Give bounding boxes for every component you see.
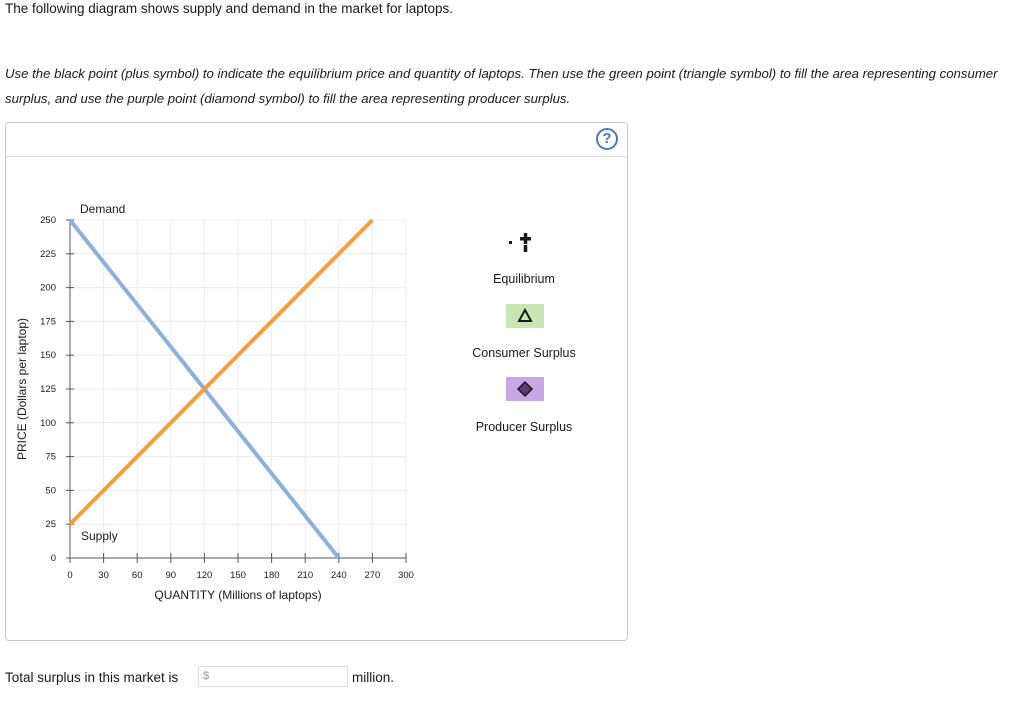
supply-label: Supply bbox=[81, 529, 118, 544]
equilibrium-label: Equilibrium bbox=[493, 272, 555, 286]
y-axis-title: PRICE (Dollars per laptop) bbox=[15, 317, 29, 461]
x-tick-label: 180 bbox=[263, 570, 280, 581]
x-tick-label: 30 bbox=[98, 570, 109, 581]
intro-text: The following diagram shows supply and demand in the market for laptops. bbox=[5, 1, 453, 16]
help-icon[interactable]: ? bbox=[596, 128, 618, 150]
y-tick-label: 0 bbox=[50, 553, 56, 564]
plus-icon bbox=[504, 231, 544, 255]
y-tick-label: 175 bbox=[40, 316, 56, 328]
total-surplus-unit: million. bbox=[352, 670, 395, 685]
x-tick-label: 60 bbox=[131, 570, 143, 581]
demand-label: Demand bbox=[80, 202, 126, 216]
producer-surplus-label: Producer Surplus bbox=[475, 420, 573, 434]
y-tick-label: 25 bbox=[45, 519, 56, 531]
graph-panel bbox=[5, 122, 628, 641]
total-surplus-input[interactable] bbox=[198, 666, 348, 687]
y-tick-label: 125 bbox=[40, 384, 56, 395]
y-tick-label: 100 bbox=[40, 417, 56, 429]
y-tick-label: 250 bbox=[40, 215, 56, 226]
x-tick-label: 0 bbox=[67, 570, 73, 581]
y-tick-label: 225 bbox=[40, 248, 56, 260]
x-axis-title: QUANTITY (Millions of laptops) bbox=[154, 588, 322, 602]
x-tick-label: 240 bbox=[330, 570, 347, 581]
diamond-icon bbox=[506, 377, 544, 401]
x-tick-label: 210 bbox=[297, 570, 314, 581]
supply-curve bbox=[70, 220, 372, 524]
total-surplus-label: Total surplus in this market is bbox=[5, 670, 179, 685]
x-tick-label: 90 bbox=[165, 570, 177, 581]
producer-surplus-tool[interactable] bbox=[506, 377, 544, 401]
y-tick-label: 75 bbox=[45, 451, 56, 463]
y-tick-label: 150 bbox=[40, 350, 56, 362]
dollar-sign: $ bbox=[203, 670, 210, 682]
consumer-surplus-label: Consumer Surplus bbox=[472, 346, 576, 360]
triangle-icon bbox=[506, 304, 544, 328]
y-tick-label: 50 bbox=[45, 485, 56, 497]
x-tick-label: 120 bbox=[196, 570, 213, 581]
equilibrium-tool[interactable] bbox=[504, 231, 544, 255]
instructions-text: Use the black point (plus symbol) to indicate the equilibrium price and quantity of laptops. Then use the green point (triangle symbol) to fill the area representing consumer surplus, and use the purple point (diamond symbol) to fill the area representing producer surplus. bbox=[5, 66, 998, 106]
x-tick-label: 150 bbox=[230, 570, 246, 581]
y-tick-label: 200 bbox=[40, 282, 56, 294]
consumer-surplus-tool[interactable] bbox=[506, 304, 544, 328]
x-tick-label: 300 bbox=[398, 570, 414, 581]
x-tick-label: 270 bbox=[364, 570, 381, 581]
